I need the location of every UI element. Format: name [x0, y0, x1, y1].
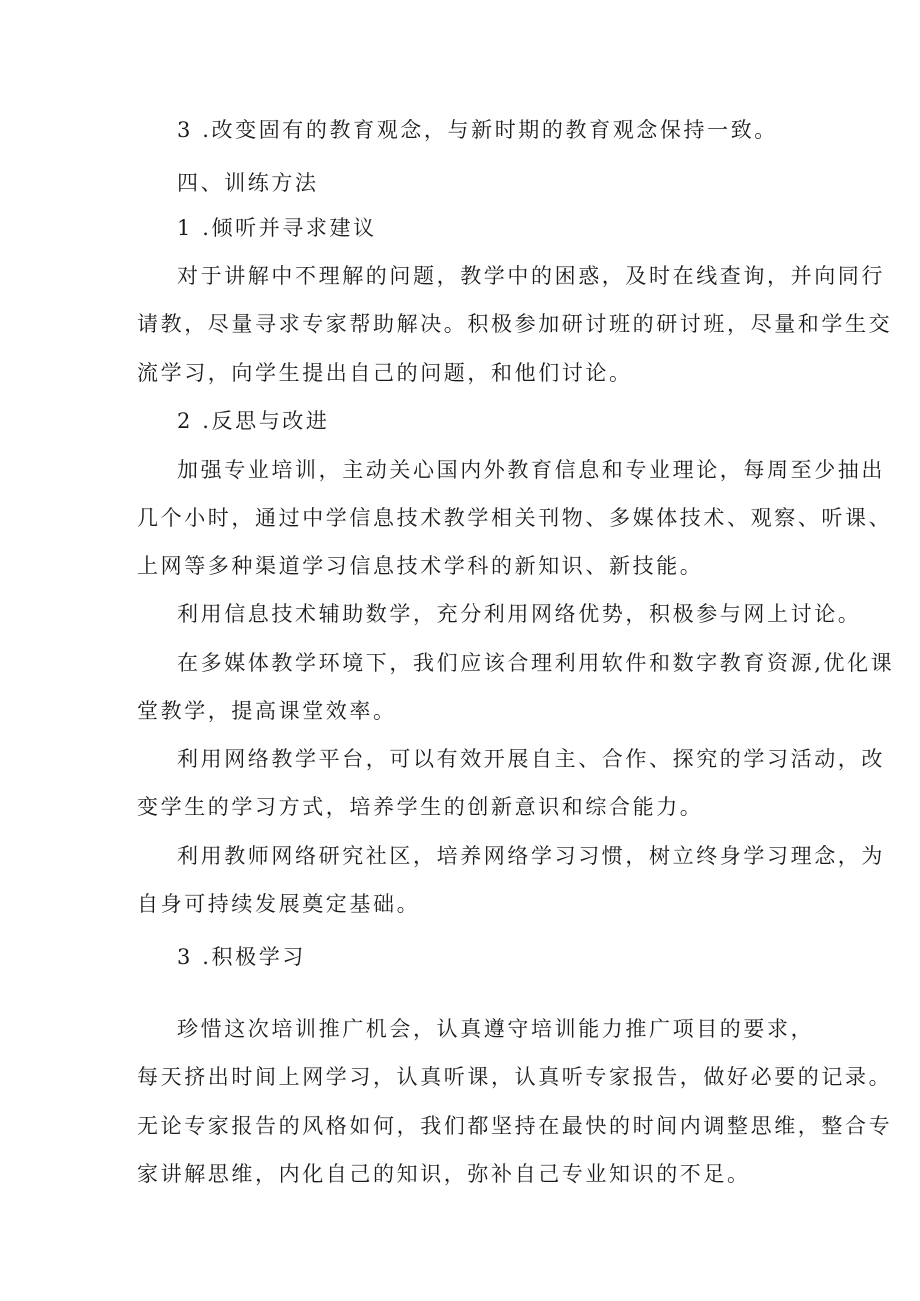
- subheading-active-learning: 3 .积极学习: [177, 945, 306, 969]
- paragraph-line: 利用教师网络研究社区，培养网络学习习惯，树立终身学习理念，为: [177, 844, 885, 868]
- paragraph-line: 几个小时，通过中学信息技术教学相关刊物、多媒体技术、观察、听课、: [137, 506, 893, 530]
- subheading-reflect-improve: 2 .反思与改进: [177, 409, 330, 433]
- paragraph-line: 变学生的学习方式，培养学生的创新意识和综合能力。: [137, 795, 704, 819]
- paragraph-line: 流学习，向学生提出自己的问题，和他们讨论。: [137, 361, 633, 385]
- paragraph-line: 家讲解思维，内化自己的知识，弥补自己专业知识的不足。: [137, 1162, 751, 1186]
- section-heading-training-methods: 四、训练方法: [177, 171, 319, 195]
- subheading-listen-seek-advice: 1 .倾听并寻求建议: [177, 216, 377, 240]
- paragraph-line: 每天挤出时间上网学习，认真听课，认真听专家报告，做好必要的记录。: [137, 1065, 893, 1089]
- paragraph-line: 加强专业培训，主动关心国内外教育信息和专业理论，每周至少抽出: [177, 458, 885, 482]
- paragraph-line: 利用信息技术辅助数学，充分利用网络优势，积极参与网上讨论。: [177, 602, 862, 626]
- paragraph-line: 上网等多种渠道学习信息技术学科的新知识、新技能。: [137, 554, 704, 578]
- paragraph-line: 请教，尽量寻求专家帮助解决。积极参加研讨班的研讨班，尽量和学生交: [137, 312, 893, 336]
- paragraph-line: 珍惜这次培训推广机会，认真遵守培训能力推广项目的要求，: [177, 1017, 815, 1041]
- list-item-3-change-concepts: 3 .改变固有的教育观念，与新时期的教育观念保持一致。: [177, 118, 778, 142]
- paragraph-line: 利用网络教学平台，可以有效开展自主、合作、探究的学习活动，改: [177, 747, 885, 771]
- paragraph-line: 堂教学，提高课堂效率。: [137, 699, 397, 723]
- paragraph-line: 对于讲解中不理解的问题，教学中的困惑，及时在线查询，并向同行: [177, 264, 885, 288]
- paragraph-line: 在多媒体教学环境下，我们应该合理利用软件和数字教育资源,优化课: [177, 651, 895, 675]
- paragraph-line: 自身可持续发展奠定基础。: [137, 892, 421, 916]
- paragraph-line: 无论专家报告的风格如何，我们都坚持在最快的时间内调整思维，整合专: [137, 1114, 893, 1138]
